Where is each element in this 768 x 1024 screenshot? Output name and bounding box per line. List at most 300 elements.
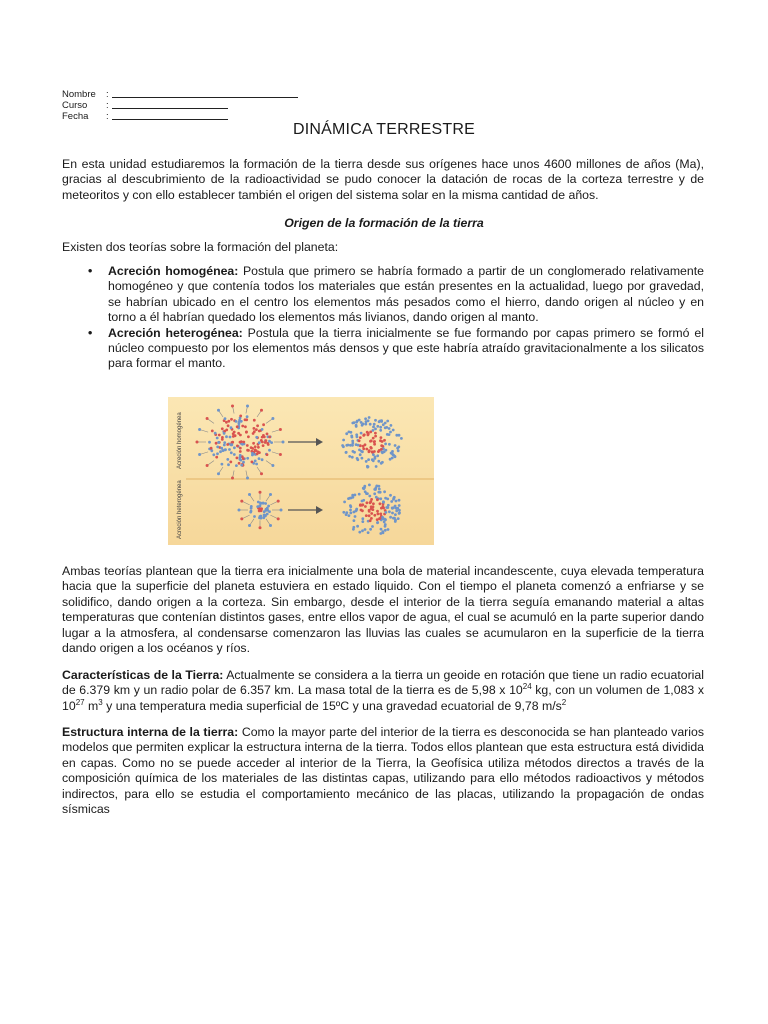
particle: [395, 500, 398, 503]
particle: [371, 450, 374, 453]
particle: [253, 427, 256, 430]
particle: [253, 419, 256, 422]
particle: [242, 461, 245, 464]
bullet-term: Acreción homogénea:: [108, 264, 239, 278]
list-item: [62, 326, 704, 372]
particle: [361, 509, 364, 512]
particle: [224, 417, 227, 420]
particle: [364, 505, 367, 508]
particle: [259, 526, 262, 529]
particle: [223, 441, 226, 444]
particle: [277, 517, 280, 520]
particle: [211, 430, 214, 433]
particle: [373, 492, 376, 495]
particle: [360, 450, 363, 453]
particle: [239, 434, 242, 437]
particle: [355, 421, 358, 424]
particle: [385, 449, 388, 452]
particle: [260, 409, 263, 412]
particle: [260, 472, 263, 475]
particle: [268, 449, 271, 452]
particle: [229, 461, 232, 464]
particle: [383, 439, 386, 442]
particle: [233, 431, 236, 434]
particle: [255, 436, 258, 439]
particle: [373, 440, 376, 443]
particle: [348, 455, 351, 458]
particle: [368, 484, 371, 487]
particle: [249, 511, 252, 514]
particle: [277, 500, 280, 503]
particle: [376, 425, 379, 428]
particle: [376, 454, 379, 457]
particle: [251, 461, 254, 464]
curso-line[interactable]: [112, 100, 228, 109]
particle: [240, 517, 243, 520]
particle: [381, 461, 384, 464]
particle: [372, 502, 375, 505]
particle: [259, 491, 262, 494]
particle: [241, 425, 244, 428]
particle: [239, 450, 242, 453]
arrow-icon: [288, 506, 323, 514]
particle: [230, 418, 233, 421]
particle: [240, 440, 243, 443]
particle: [247, 435, 250, 438]
particle: [361, 504, 364, 507]
particle: [345, 432, 348, 435]
particle: [225, 429, 228, 432]
particle: [221, 438, 224, 441]
particle: [360, 432, 363, 435]
section-subtitle: Origen de la formación de la tierra: [284, 216, 484, 230]
particle: [270, 441, 273, 444]
particle: [218, 434, 221, 437]
particle: [349, 509, 352, 512]
particle: [380, 436, 383, 439]
particle: [393, 517, 396, 520]
particle: [206, 464, 209, 467]
particle: [373, 514, 376, 517]
particle: [374, 428, 377, 431]
particle: [254, 445, 257, 448]
particle: [212, 453, 215, 456]
particle: [384, 497, 387, 500]
particle: [236, 445, 239, 448]
particle: [269, 524, 272, 527]
particle: [279, 453, 282, 456]
particle: [223, 432, 226, 435]
particle: [253, 515, 256, 518]
particle: [367, 433, 370, 436]
particle: [364, 423, 367, 426]
particle: [349, 444, 352, 447]
particle: [210, 449, 213, 452]
particle: [369, 423, 372, 426]
intro-paragraph: En esta unidad estudiaremos la formación de la tierra desde sus orígenes hace unos 4600 millones de años (Ma), gracias al descubrimiento de la radioactividad se pudo conocer la datación de rocas de la corteza terrestre y de meteoritos y con ello establecer también el origen del sistema solar en la misma cantidad de años.: [62, 157, 704, 202]
particle: [358, 531, 361, 534]
particle: [376, 498, 379, 501]
particle: [372, 437, 375, 440]
particle: [239, 447, 242, 450]
particle: [198, 428, 201, 431]
particle: [378, 488, 381, 491]
particle: [395, 510, 398, 513]
particle: [376, 510, 379, 513]
particle: [389, 431, 392, 434]
particle: [369, 528, 372, 531]
accretion-diagram: [168, 397, 434, 545]
particle: [215, 456, 218, 459]
particle: [227, 424, 230, 427]
particle: [345, 511, 348, 514]
particle: [370, 498, 373, 501]
particle: [214, 432, 217, 435]
particle: [238, 509, 241, 512]
particle: [359, 436, 362, 439]
particle: [374, 432, 377, 435]
particle: [210, 447, 213, 450]
particle: [227, 463, 230, 466]
particle: [228, 448, 231, 451]
particle: [369, 446, 372, 449]
particle: [394, 455, 397, 458]
form-row-curso: Curso :: [62, 100, 298, 111]
particle: [349, 512, 352, 515]
particle: [358, 439, 361, 442]
particle: [269, 493, 272, 496]
particle: [373, 488, 376, 491]
particle: [362, 499, 365, 502]
particle: [279, 428, 282, 431]
particle: [389, 494, 392, 497]
particle: [368, 450, 371, 453]
particle: [208, 441, 211, 444]
particle: [379, 497, 382, 500]
particle: [236, 457, 239, 460]
particle: [348, 497, 351, 500]
particle: [361, 529, 364, 532]
particle: [262, 502, 265, 505]
particle: [240, 464, 243, 467]
particle: [361, 424, 364, 427]
particle: [217, 409, 220, 412]
fecha-line[interactable]: [112, 111, 228, 120]
particle: [266, 513, 269, 516]
particle: [364, 417, 367, 420]
particle: [384, 523, 387, 526]
particle: [381, 451, 384, 454]
particle: [230, 426, 233, 429]
particle: [258, 457, 261, 460]
particle: [231, 477, 234, 480]
particle: [226, 443, 229, 446]
particle: [354, 510, 357, 513]
particle: [357, 444, 360, 447]
particle: [360, 421, 363, 424]
particle: [389, 516, 392, 519]
particle: [255, 463, 258, 466]
particle: [240, 420, 243, 423]
particle: [374, 457, 377, 460]
particle: [370, 512, 373, 515]
particle: [233, 453, 236, 456]
particle: [372, 459, 375, 462]
particle: [220, 447, 223, 450]
particle: [225, 435, 228, 438]
theory-list: [62, 264, 704, 372]
bullet-icon: •: [88, 325, 93, 340]
particle: [259, 502, 262, 505]
particle: [233, 446, 236, 449]
particle: [217, 472, 220, 475]
particle: [375, 496, 378, 499]
particle: [353, 421, 356, 424]
particle: [244, 425, 247, 428]
particle: [353, 519, 356, 522]
particle: [262, 423, 265, 426]
particle: [345, 451, 348, 454]
particle: [215, 442, 218, 445]
student-form: [62, 89, 298, 122]
particle: [379, 439, 382, 442]
particle: [391, 512, 394, 515]
particle: [261, 458, 264, 461]
section-lead: Existen dos teorías sobre la formación del planeta:: [62, 240, 339, 254]
structure-term: Estructura interna de la tierra:: [62, 725, 239, 739]
particle: [375, 485, 378, 488]
particle: [246, 444, 249, 447]
particle: [379, 502, 382, 505]
form-label-nombre: Nombre: [62, 89, 96, 100]
particle: [235, 420, 238, 423]
particle: [267, 443, 270, 446]
bullet-icon: •: [88, 264, 93, 278]
particle: [387, 504, 390, 507]
particle: [257, 446, 260, 449]
particle: [362, 447, 365, 450]
particle: [398, 512, 401, 515]
particle: [244, 418, 247, 421]
particle: [217, 441, 220, 444]
particle: [370, 505, 373, 508]
particle: [356, 457, 359, 460]
particle: [388, 427, 391, 430]
particle: [262, 444, 265, 447]
particle: [400, 437, 403, 440]
particle: [390, 424, 393, 427]
particle: [369, 501, 372, 504]
particle: [251, 447, 254, 450]
form-row-fecha: Fecha :: [62, 111, 298, 122]
particle: [387, 528, 390, 531]
particle: [262, 434, 265, 437]
particle: [374, 435, 377, 438]
particle: [236, 425, 239, 428]
particle: [382, 423, 385, 426]
particle: [359, 453, 362, 456]
particle: [394, 444, 397, 447]
particle: [373, 443, 376, 446]
particle: [268, 436, 271, 439]
particle: [380, 444, 383, 447]
particle: [374, 419, 377, 422]
particle: [222, 449, 225, 452]
particle: [221, 463, 224, 466]
particle: [260, 509, 263, 512]
particle: [371, 525, 374, 528]
particle: [248, 524, 251, 527]
particle: [380, 528, 383, 531]
arrow-icon: [288, 438, 323, 446]
particle: [384, 518, 387, 521]
particle: [383, 490, 386, 493]
particle: [258, 441, 261, 444]
particle: [246, 415, 249, 418]
particle: [358, 493, 361, 496]
particle: [364, 528, 367, 531]
form-label-fecha: Fecha: [62, 111, 89, 122]
particle: [198, 453, 201, 456]
form-label-curso: Curso: [62, 100, 88, 111]
particle: [377, 491, 380, 494]
accretion-figure: [168, 397, 434, 545]
particle: [355, 424, 358, 427]
particle: [365, 460, 368, 463]
particle: [382, 531, 385, 534]
particle: [245, 431, 248, 434]
list-item: [62, 264, 704, 326]
particle: [361, 520, 364, 523]
particle: [258, 505, 261, 508]
particle: [377, 450, 380, 453]
particle: [378, 420, 381, 423]
particle: [282, 441, 285, 444]
particle: [347, 444, 350, 447]
particle: [239, 415, 242, 418]
particle: [232, 435, 235, 438]
structure-paragraph: Estructura interna de la tierra: Como la mayor parte del interior de la tierra es desconocida se han planteado varios modelos que permiten explicar la estructura interna de la tierra. Todos ellos plantean que esta estructura está dividida en capas. Como no se puede acceder al interior de la Tierra, la Geofísica utiliza métodos directos a través de la composición química de los materiales de las distintas capas, utilizando para ello métodos radioactivos y métodos indirectos, para ello se estudia el comportamiento mecánico de las placas, utilizando la propagación de ondas sísmicas: [62, 725, 704, 817]
bullet-term: Acreción heterogénea:: [108, 325, 243, 340]
particle: [389, 458, 392, 461]
particle: [369, 431, 372, 434]
particle: [350, 431, 353, 434]
particle: [221, 427, 224, 430]
particle: [377, 460, 380, 463]
particle: [216, 437, 219, 440]
particle: [398, 504, 401, 507]
particle: [348, 514, 351, 517]
particle: [392, 429, 395, 432]
particle: [216, 446, 219, 449]
particle: [264, 441, 267, 444]
particle: [230, 451, 233, 454]
particle: [219, 450, 222, 453]
particle: [382, 500, 385, 503]
particle: [227, 420, 230, 423]
nombre-line[interactable]: [112, 89, 298, 98]
particle: [223, 444, 226, 447]
particle: [196, 441, 199, 444]
particle: [388, 443, 391, 446]
characteristics-term: Características de la Tierra:: [62, 668, 224, 682]
particle: [377, 513, 380, 516]
form-row-nombre: Nombre :: [62, 89, 298, 100]
particle: [384, 426, 387, 429]
particle: [231, 405, 234, 408]
particle: [365, 448, 368, 451]
particle: [248, 493, 251, 496]
particle: [242, 441, 245, 444]
particle: [373, 423, 376, 426]
particle: [356, 525, 359, 528]
particle: [239, 456, 242, 459]
particle: [264, 502, 267, 505]
particle: [373, 450, 376, 453]
particle: [259, 516, 262, 519]
particle: [376, 521, 379, 524]
particle: [392, 506, 395, 509]
particle: [230, 443, 233, 446]
particle: [376, 518, 379, 521]
particle: [366, 501, 369, 504]
particle: [266, 433, 269, 436]
particle: [354, 494, 357, 497]
particle: [343, 501, 346, 504]
particle: [240, 500, 243, 503]
particle: [394, 513, 397, 516]
particle: [397, 446, 400, 449]
particle: [367, 458, 370, 461]
bullet-text: Postula que la tierra inicialmente se fue formando por capas primero se formó el núcleo compuesto por los elementos más densos y que este habría atraído gravitacionalmente a los silicatos para formar el manto.: [108, 325, 704, 371]
particle: [342, 439, 345, 442]
particle: [261, 428, 264, 431]
page-title: DINÁMICA TERRESTRE: [293, 121, 475, 138]
particle: [206, 417, 209, 420]
particle: [365, 514, 368, 517]
particle: [280, 509, 283, 512]
particle: [361, 517, 364, 520]
particle: [369, 440, 372, 443]
particle: [268, 510, 271, 513]
particle: [246, 405, 249, 408]
particle: [251, 452, 254, 455]
particle: [355, 433, 358, 436]
particle: [364, 443, 367, 446]
particle: [398, 499, 401, 502]
particle: [366, 466, 369, 469]
particle: [379, 429, 382, 432]
particle: [371, 508, 374, 511]
particle: [362, 487, 365, 490]
particle: [255, 428, 258, 431]
particle: [254, 460, 257, 463]
particle: [366, 492, 369, 495]
particle: [226, 458, 229, 461]
particle: [235, 464, 238, 467]
particle: [368, 514, 371, 517]
particle: [256, 424, 259, 427]
particle: [216, 452, 219, 455]
particle: [252, 442, 255, 445]
particle: [238, 462, 241, 465]
particle: [362, 434, 365, 437]
particle: [384, 443, 387, 446]
particle: [246, 449, 249, 452]
particle: [368, 416, 371, 419]
particle: [349, 505, 352, 508]
particle: [354, 515, 357, 518]
